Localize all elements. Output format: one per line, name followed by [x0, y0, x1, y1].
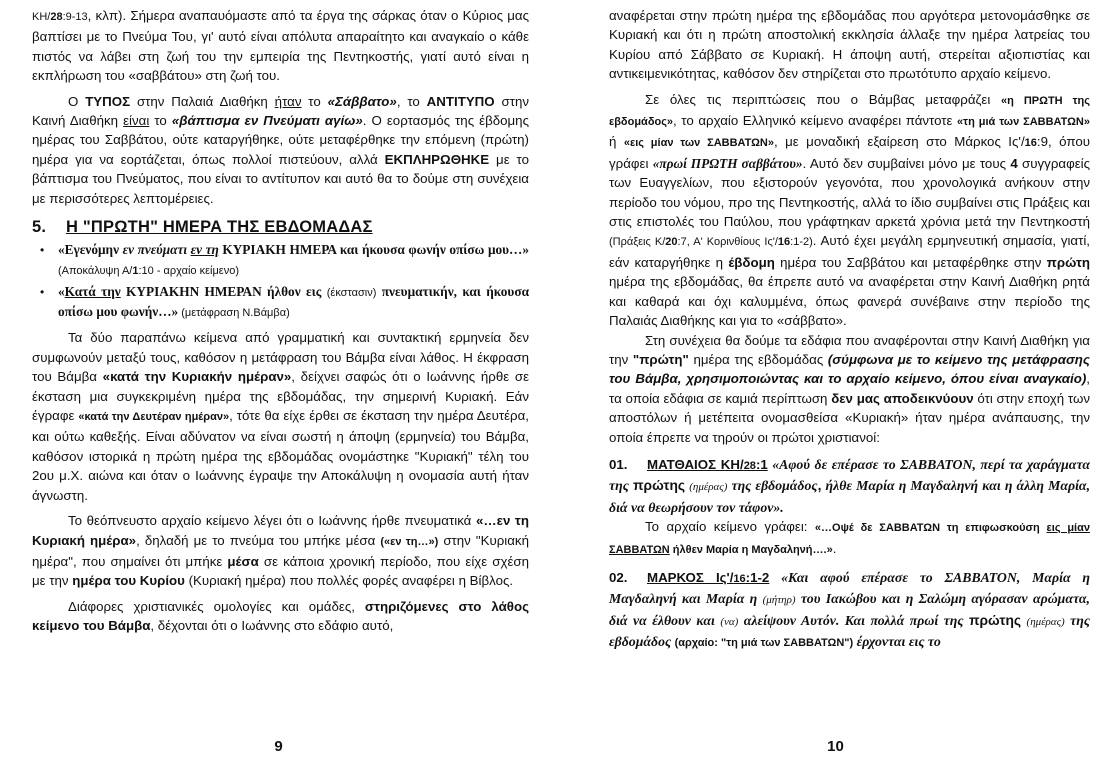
text-run: στην Καινή Διαθήκη	[32, 93, 529, 129]
text-run: «Σάββατο»	[327, 93, 397, 109]
text-run: Το θεόπνευστο αρχαίο κείμενο λέγει ότι ο Ιωάννης ήρθε πνευματικά	[68, 513, 476, 529]
text-run: αναφέρεται στην πρώτη ημέρα της εβδομάδας που αργότερα μετονομάσθηκε σε Κυριακή και ότι η πρώτη αποστολική εκκλησία άλλαξε την ημέρα λατρείας του Κυρίου από Σάββατο σε Κυριακή. Η άποψη αυτή, στερείται αξιοπιστίας και αντικειμενικότητας, καθόσον δεν στηρίζεται στο πρωτότυπο αρχαίο κείμενο.	[609, 8, 1090, 82]
text-run: «κατά την Κυριακήν ημέραν»	[102, 369, 292, 385]
text-run: , το αρχαίο Ελληνικό κείμενο αναφέρει πάντοτε	[673, 113, 958, 129]
text-run: , κλπ). Σήμερα αναπαυόμαστε από τα έργα της σάρκας όταν ο Κύριος μας βαπτίσει με το Πνεύμα Του, γι' αυτό είναι απόλυτα απαραίτητο και αναγκαίο ο κάθε πιστός να λάβει στη ζωή του την εμπειρία της Πεντηκοστής, γιατί αυτό είναι η εκπλήρωση του «σαββάτου» στη ζωή του.	[32, 8, 529, 84]
text-run: ημέρα του Κυρίου	[72, 573, 185, 589]
quote-text	[58, 242, 529, 277]
text-run: «κατά την Δευτέραν ημέραν»	[78, 411, 230, 424]
text-run: της εβδομάδος	[727, 478, 818, 494]
text-run: εν τη	[190, 242, 219, 258]
verse-reference	[647, 457, 768, 472]
text-run: συγγραφείς των Ευαγγελίων, που εξιστορούν γεγονότα, που χρονολογικά ανήκουν στην περίοδο του νόμου, προ της Πεντηκοστής, αλλά το ίδιο συμβαίνει στις Πράξεις και στις επιστολές του Παύλου, που γράφτηκαν αρκετά χρόνια μετά την Πεντηκοστή	[609, 155, 1090, 230]
text-run: πρώτης	[968, 612, 1022, 628]
text-run: εις μίαν ΣΑΒΒΑΤΩΝ	[609, 522, 1090, 556]
paragraph	[609, 90, 1090, 331]
text-run: στην "Κυριακή ημέρα", που σημαίνει ότι μπήκε	[32, 532, 529, 569]
right-column	[609, 6, 1090, 654]
text-run: μέσα	[227, 553, 259, 569]
text-run: ή	[609, 134, 624, 150]
text-run: (μήτηρ)	[762, 594, 796, 607]
text-run: ημέρα του Σαββάτου και μεταφέρθηκε στην	[774, 254, 1047, 270]
text-run: εν	[122, 242, 134, 258]
text-run: έβδομη	[728, 254, 775, 270]
text-run: (αρχαίο: "τη μιά των ΣΑΒΒΑΤΩΝ")	[674, 637, 854, 650]
list-item	[32, 241, 529, 280]
text-run: δεν μας αποδεικνύουν	[831, 390, 974, 406]
text-run: :1-2	[745, 569, 770, 585]
text-run: «…Οψέ δε	[814, 522, 880, 535]
text-run: («εν τη…»)	[380, 535, 439, 548]
text-run: (σύμφωνα με το κείμενο της μετάφρασης του Βάμβα, χρησιμοποιώντας και το αρχαίο κείμενο, όπου είναι αναγκαίο)	[609, 351, 1090, 387]
text-run: ΚΥΡΙΑΚΗΝ ΗΜΕΡΑΝ ήλθον εις	[120, 284, 327, 300]
entry-number: 02.	[609, 569, 628, 585]
text-run: «Εγενόμην	[58, 242, 123, 258]
verse-reference	[647, 570, 769, 585]
page-number: 9	[274, 738, 283, 755]
text-run: ημέρα της εβδομάδας	[688, 351, 828, 367]
text-run: Τα δύο παραπάνω κείμενα από γραμματική και συντακτική ερμηνεία δεν συμφωνούν μεταξύ τους, καθόσον η μετάφραση του Βάμβα είναι λάθος. Η έκφραση του Βάμβα	[32, 330, 529, 385]
text-run: 1	[132, 264, 139, 277]
right-page	[557, 0, 1114, 781]
text-run: 16	[1024, 137, 1037, 150]
text-run: του Ιακώβου και η Σαλώμη αγόρασαν αρώματα, διά να έλθουν και	[609, 591, 1090, 628]
text-run: , τα οποία εδάφια σε καμιά περίπτωση	[609, 371, 1090, 406]
verse-entry	[609, 455, 1090, 517]
bullet-icon: •	[40, 285, 45, 300]
text-run: .	[832, 540, 837, 556]
text-run: έρχονται εις το	[853, 634, 941, 650]
text-run: 16	[777, 236, 791, 249]
text-run: 16	[733, 572, 746, 585]
text-run: πρώτης	[632, 478, 686, 494]
text-run: ΕΚΠΛΗΡΩΘΗΚΕ	[384, 151, 490, 167]
quote-list	[32, 241, 529, 322]
text-run: «Αφού δε επέρασε το ΣΑΒΒΑΤΟΝ, περί τα χαράγματα της	[609, 456, 1090, 494]
text-run: 28	[50, 11, 63, 23]
text-run: (Πράξεις Κ/	[609, 236, 666, 249]
text-run: «η ΠΡΩΤΗ της εβδομάδος»	[609, 94, 1091, 129]
text-run: πρώτη	[1046, 254, 1090, 270]
text-run: :7, Α' Κορινθίους Ις'/	[677, 236, 778, 249]
text-run: πνευματικήν, και ήκουσα οπίσω μου φωνήν…»	[58, 284, 529, 319]
text-run: (έκστασιν)	[326, 287, 377, 300]
text-run: το	[149, 113, 172, 129]
text-run: (να)	[720, 615, 739, 628]
text-run: πνεύματι	[133, 242, 191, 258]
text-run: , δείχνει σαφώς ότι ο Ιωάννης ήρθε σε έκσταση μια συγκεκριμένη ημέρα της εβδομάδας, την σημερινή Κυριακή. Εάν έγραφε	[32, 369, 529, 424]
text-run: Ο	[68, 93, 86, 109]
text-run: , δέχονται ότι ο Ιωάννης στο εδάφιο αυτό,	[150, 618, 394, 634]
text-run: . Αυτό δεν συμβαίνει μόνο με τους	[802, 155, 1011, 171]
paragraph	[32, 328, 529, 505]
text-run: «πρωί ΠΡΩΤΗ σαββάτου»	[652, 155, 803, 171]
text-run: ημέρα της εβδομάδας, θα έπρεπε αυτό να αναφέρεται στην Καινή Διαθήκη ρητά και καθαρά και όχι καλυμμένα, όπως φανερά συνέβαινε στην περίοδο της Παλαιάς Διαθήκης και για το «σάββατο».	[609, 274, 1090, 329]
text-run: , το	[396, 93, 427, 109]
text-run: (μετάφραση Ν.Βάμβα)	[178, 306, 290, 319]
text-run: 20	[665, 236, 678, 249]
paragraph	[609, 6, 1090, 84]
text-run: σε κάποια χρονική περίοδο, που είχε σχέση με την	[32, 553, 529, 589]
text-run: «βάπτισμα εν Πνεύματι αγίω»	[171, 113, 363, 129]
text-run: «τη μιά των ΣΑΒΒΑΤΩΝ»	[957, 116, 1090, 129]
text-run: ότι στην εποχή των αποστόλων ή μετέπειτα ονομασθείσα «Κυριακή» ήταν ημέρα ανάπαυσης, την οποία έπρεπε να τηρούν οι πρώτοι χριστιανοί:	[609, 390, 1090, 445]
paragraph	[32, 511, 529, 591]
text-run: Διάφορες χριστιανικές ομολογίες και ομάδες,	[68, 598, 365, 614]
text-run: ΤΥΠΟΣ	[85, 93, 131, 109]
text-run: Σε όλες τις περιπτώσεις που ο Βάμβας μεταφράζει	[645, 91, 1001, 107]
section-number: 5.	[32, 218, 47, 237]
text-run: «Και αφού επέρασε το ΣΑΒΒΑΤΟΝ, Μαρία η Μαγδαληνή και Μαρία η	[609, 569, 1091, 607]
paragraph	[609, 517, 1090, 560]
paragraph	[32, 92, 529, 208]
page-number: 10	[827, 738, 844, 755]
text-run: :1	[755, 456, 768, 472]
text-run: :1-2)	[790, 236, 813, 249]
list-item	[32, 283, 529, 322]
text-run: :10 - αρχαίο κείμενο)	[138, 264, 239, 277]
text-run: «…εν τη Κυριακή ημέρα»	[32, 513, 529, 548]
verse-entry	[609, 568, 1090, 654]
text-run: αλείψουν Αυτόν. Και πολλά πρωί της	[738, 612, 969, 628]
text-run: , δηλαδή με το πνεύμα του μπήκε μέσα	[136, 532, 381, 548]
text-run: στην Παλαιά Διαθήκη	[130, 93, 275, 109]
text-run: (Αποκάλυψη Α/	[58, 264, 133, 277]
text-run: ΚΗ/	[32, 11, 51, 23]
text-run: :9-13	[62, 11, 88, 23]
text-run: :9, όπου γράφει	[609, 134, 1091, 171]
text-run: . Αυτό έχει μεγάλη ερμηνευτική σημασία, γιατί, εάν καταργήθηκε η	[609, 233, 1091, 270]
text-run: Κατά την	[64, 284, 121, 300]
text-run: ΣΑΒΒΑΤΩΝ	[879, 522, 941, 535]
text-run: , τότε θα είχε έρθει σε έκσταση την ημέρα Δευτέρα, και ούτω καθεξής. Είναι αδύνατον να είναι σωστή η άποψη (ερμηνεία) του Βάμβα, καθόσον ιστορικά η πρώτη ημέρα της εβδομάδας ονομάστηκε "Κυριακή" τέλη του 2ου μ.Χ. αιώνα και όταν ο Ιωάννης έγραψε την Αποκάλυψη η ονομασία αυτή ήταν άγνωστη.	[32, 408, 529, 503]
paragraph	[32, 6, 529, 86]
text-run: 4	[1010, 155, 1018, 171]
text-run: ΜΑΡΚΟΣ Ις'/	[647, 569, 734, 585]
text-run: το	[301, 93, 328, 109]
quote-text	[58, 284, 529, 319]
section-heading	[32, 217, 529, 238]
text-run: ΑΝΤΙΤΥΠΟ	[426, 93, 495, 109]
bullet-icon: •	[40, 243, 45, 258]
text-run: τη επιφωσκούση	[940, 522, 1047, 535]
text-run: (ημέρας)	[1026, 615, 1065, 628]
text-run: Στη συνέχεια θα δούμε τα εδάφια που αναφέρονται στην Καινή Διαθήκη για την	[609, 332, 1090, 367]
entry-number: 01.	[609, 456, 628, 472]
left-column	[32, 6, 529, 636]
text-run: της εβδομάδος	[609, 612, 1090, 650]
text-run: «εις μίαν των ΣΑΒΒΑΤΩΝ»	[623, 137, 774, 150]
text-run: με το βάπτισμα του Πνεύματος, που είναι το αντίτυπον και αυτό θα το δούμε στη συνέχεια με περισσότερες λεπτομέρειες.	[32, 151, 529, 206]
text-run: ήλθεν Μαρία η Μαγδαληνή….»	[669, 543, 833, 556]
text-run: ήταν	[274, 93, 302, 109]
text-run: (Κυριακή ημέρα) που πολλές φορές αναφέρει η Βίβλος.	[184, 573, 514, 589]
text-run: ΚΥΡΙΑΚΗ ΗΜΕΡΑ και ήκουσα φωνήν οπίσω μου…»	[218, 242, 529, 258]
text-run: . Ο εορτασμός της έβδομης ημέρας του Σαββάτου, ούτε καταργήθηκε, ούτε μεταφέρθηκε την επόμενη (πρώτη) ημέρα για να εορτάζεται, όπως πολλοί πιστεύουν, αλλά	[32, 113, 529, 167]
text-run: , με μοναδική εξαίρεση στο Μάρκος Ις'/	[773, 134, 1025, 150]
text-run: "πρώτη"	[632, 351, 689, 367]
text-run: είναι	[123, 113, 150, 129]
section-title: Η "ΠΡΩΤΗ" ΗΜΕΡΑ ΤΗΣ ΕΒΔΟΜΑΔΑΣ	[66, 218, 373, 237]
paragraph	[32, 597, 529, 636]
text-run: 28	[743, 459, 756, 472]
text-run: ,	[817, 478, 822, 494]
text-run: ήλθε Μαρία η Μαγδαληνή και η άλλη Μαρία, διά να θεωρήσουν τον τάφον».	[609, 478, 1091, 515]
text-run: ΜΑΤΘΑΙΟΣ ΚΗ/	[647, 456, 744, 472]
text-run: «	[58, 284, 65, 300]
text-run: στηριζόμενες στο λάθος κείμενο του Βάμβα	[32, 598, 529, 634]
text-run: (ημέρας)	[689, 481, 728, 494]
text-run: Το αρχαίο κείμενο γράφει:	[645, 519, 815, 535]
paragraph	[609, 331, 1090, 447]
